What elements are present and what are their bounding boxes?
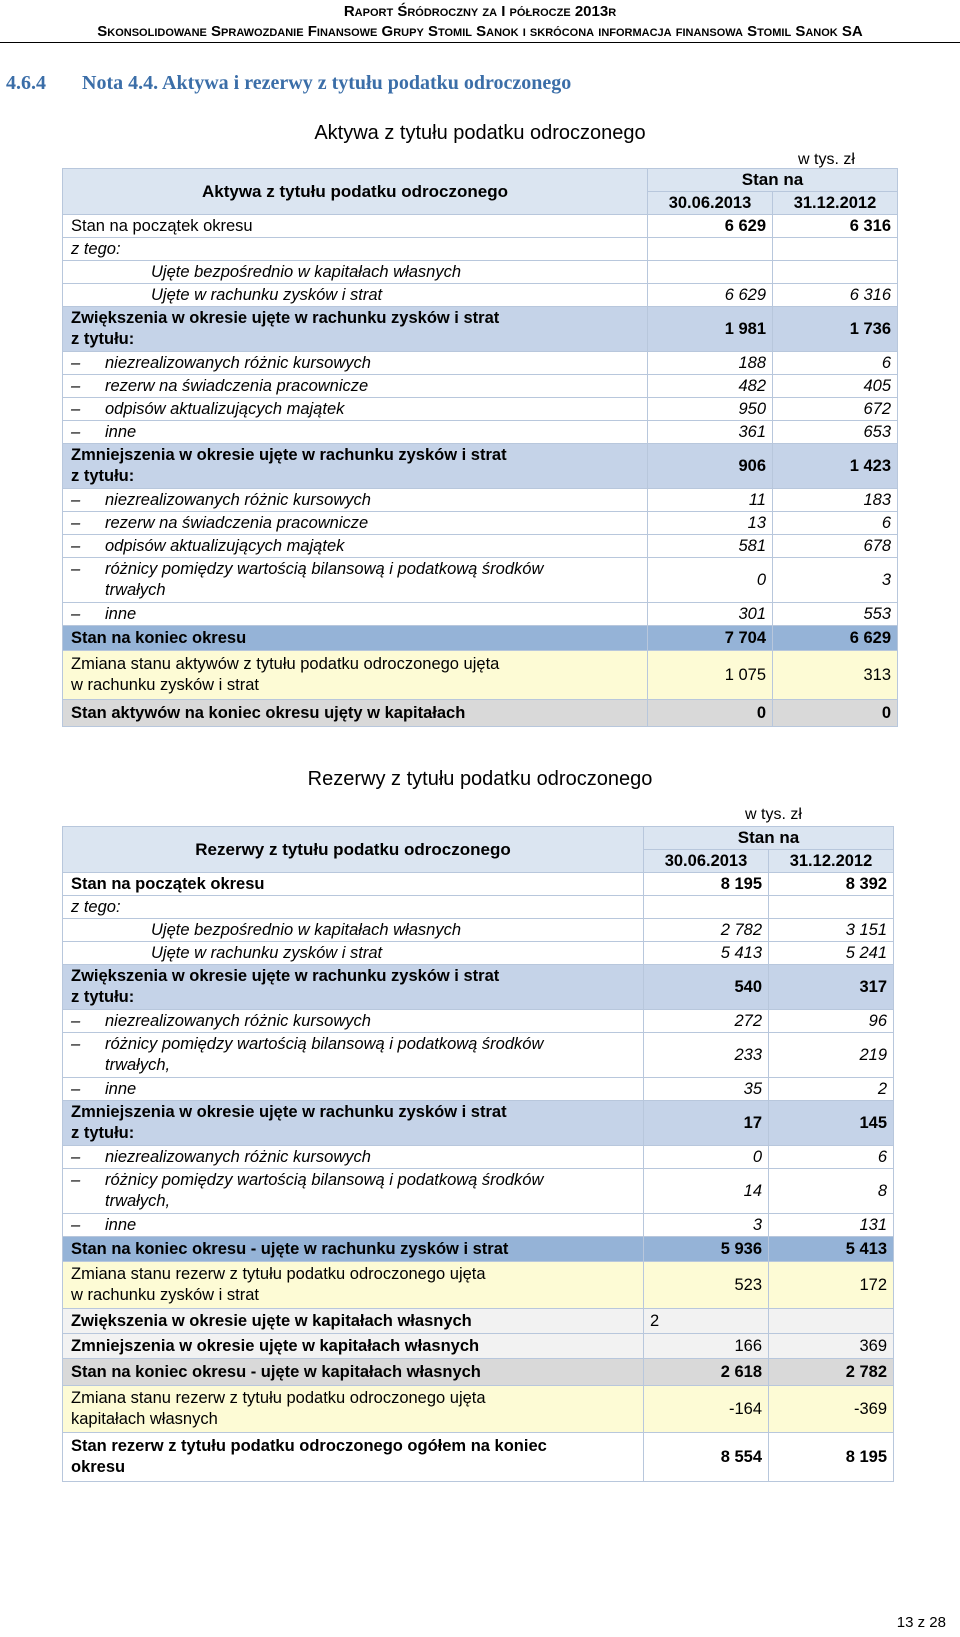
table-row: – niezrealizowanych różnic kursowych 0 6 bbox=[63, 1146, 894, 1169]
column-label: Aktywa z tytułu podatku odroczonego bbox=[63, 169, 648, 215]
assets-unit: w tys. zł bbox=[798, 151, 855, 168]
section-heading bbox=[6, 72, 571, 95]
table-row: Stan rezerw z tytułu podatku odroczonego ogółem na koniec okresu 8 554 8 195 bbox=[63, 1433, 894, 1482]
table-row: – rezerw na świadczenia pracownicze 482 405 bbox=[63, 375, 898, 398]
section-title: Nota 4.4. Aktywa i rezerwy z tytułu podatku odroczonego bbox=[82, 72, 572, 94]
table-row: Zmiana stanu aktywów z tytułu podatku odroczonego ujęta w rachunku zysków i strat 1 075 313 bbox=[63, 651, 898, 700]
table-row: Stan na początek okresu 8 195 8 392 bbox=[63, 873, 894, 896]
table-row: Zmiana stanu rezerw z tytułu podatku odroczonego ujęta kapitałach własnych -164 -369 bbox=[63, 1386, 894, 1433]
column-date-2: 31.12.2012 bbox=[769, 850, 894, 873]
report-title: Raport Śródroczny za I półrocze 2013r bbox=[343, 3, 617, 20]
assets-table bbox=[62, 168, 898, 727]
table-row: Zmniejszenia w okresie ujęte w kapitałach własnych 166 369 bbox=[63, 1334, 894, 1359]
column-label: Rezerwy z tytułu podatku odroczonego bbox=[63, 827, 644, 873]
table-row: – inne 301 553 bbox=[63, 603, 898, 626]
table-row: Ujęte bezpośrednio w kapitałach własnych bbox=[63, 261, 898, 284]
table-row: Zwiększenia w okresie ujęte w rachunku zysków i strat z tytułu: 1 981 1 736 bbox=[63, 307, 898, 352]
table-row: Stan na początek okresu 6 629 6 316 bbox=[63, 215, 898, 238]
column-date-1: 30.06.2013 bbox=[644, 850, 769, 873]
table-row: – inne 35 2 bbox=[63, 1078, 894, 1101]
section-number: 4.6.4 bbox=[6, 72, 46, 94]
table-row: z tego: bbox=[63, 238, 898, 261]
stan-na-header: Stan na bbox=[648, 169, 898, 192]
table-header-row bbox=[63, 169, 898, 192]
assets-title: Aktywa z tytułu podatku odroczonego bbox=[314, 122, 646, 144]
table-row: – rezerw na świadczenia pracownicze 13 6 bbox=[63, 512, 898, 535]
table-row: – różnicy pomiędzy wartością bilansową i podatkową środków trwałych, 14 8 bbox=[63, 1169, 894, 1214]
table-row: Ujęte bezpośrednio w kapitałach własnych 2 782 3 151 bbox=[63, 919, 894, 942]
table-row: Stan na koniec okresu 7 704 6 629 bbox=[63, 626, 898, 651]
table-row: – niezrealizowanych różnic kursowych 188 6 bbox=[63, 352, 898, 375]
page-header bbox=[0, 0, 960, 43]
table-row: – inne 361 653 bbox=[63, 421, 898, 444]
table-row: – odpisów aktualizujących majątek 581 678 bbox=[63, 535, 898, 558]
reserves-table bbox=[62, 826, 894, 1482]
table-row: Zwiększenia w okresie ujęte w rachunku zysków i strat z tytułu: 540 317 bbox=[63, 965, 894, 1010]
table-row: – niezrealizowanych różnic kursowych 11 183 bbox=[63, 489, 898, 512]
reserves-unit: w tys. zł bbox=[745, 806, 802, 823]
table-row: Zmiana stanu rezerw z tytułu podatku odroczonego ujęta w rachunku zysków i strat 523 172 bbox=[63, 1262, 894, 1309]
table-row: z tego: bbox=[63, 896, 894, 919]
table-row: – odpisów aktualizujących majątek 950 672 bbox=[63, 398, 898, 421]
table-row: Stan na koniec okresu - ujęte w kapitałach własnych 2 618 2 782 bbox=[63, 1359, 894, 1386]
table-row: – inne 3 131 bbox=[63, 1214, 894, 1237]
table-row: Ujęte w rachunku zysków i strat 6 629 6 316 bbox=[63, 284, 898, 307]
table-row: – różnicy pomiędzy wartością bilansową i podatkową środków trwałych 0 3 bbox=[63, 558, 898, 603]
report-subtitle: Skonsolidowane Sprawozdanie Finansowe Grupy Stomil Sanok i skrócona informacja finansowa Stomil Sanok SA bbox=[97, 23, 863, 40]
table-row: Ujęte w rachunku zysków i strat 5 413 5 241 bbox=[63, 942, 894, 965]
page-number: 13 z 28 bbox=[896, 1614, 946, 1631]
table-row: Zmniejszenia w okresie ujęte w rachunku zysków i strat z tytułu: 17 145 bbox=[63, 1101, 894, 1146]
table-row: – niezrealizowanych różnic kursowych 272 96 bbox=[63, 1010, 894, 1033]
table-row: Zmniejszenia w okresie ujęte w rachunku zysków i strat z tytułu: 906 1 423 bbox=[63, 444, 898, 489]
column-date-1: 30.06.2013 bbox=[648, 192, 773, 215]
column-date-2: 31.12.2012 bbox=[773, 192, 898, 215]
stan-na-header: Stan na bbox=[644, 827, 894, 850]
table-row: Stan na koniec okresu - ujęte w rachunku zysków i strat 5 936 5 413 bbox=[63, 1237, 894, 1262]
table-row: – różnicy pomiędzy wartością bilansową i podatkową środków trwałych, 233 219 bbox=[63, 1033, 894, 1078]
table-row: Stan aktywów na koniec okresu ujęty w kapitałach 0 0 bbox=[63, 700, 898, 727]
reserves-title: Rezerwy z tytułu podatku odroczonego bbox=[307, 768, 653, 790]
table-header-row bbox=[63, 827, 894, 850]
table-row: Zwiększenia w okresie ujęte w kapitałach własnych 2 bbox=[63, 1309, 894, 1334]
